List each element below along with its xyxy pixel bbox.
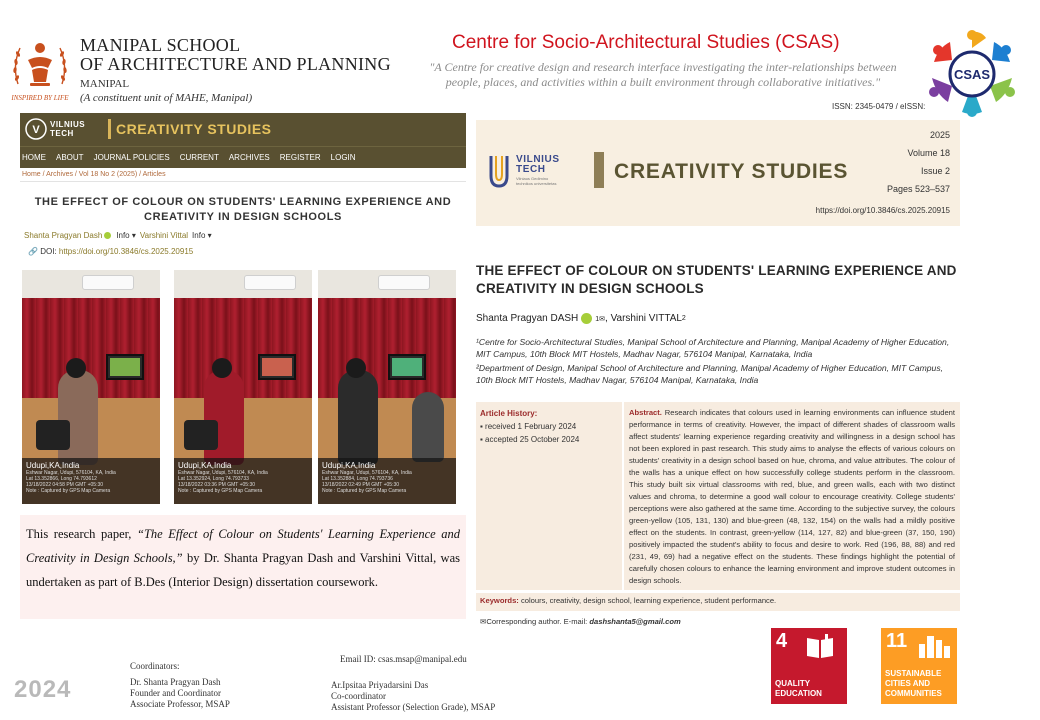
sdg-label: QUALITY EDUCATION xyxy=(775,679,822,698)
sdg-number: 11 xyxy=(886,630,908,652)
history-accepted: ▪ accepted 25 October 2024 xyxy=(480,435,580,444)
experiment-photo xyxy=(174,270,312,504)
monitor xyxy=(258,354,296,380)
corresponding-email[interactable]: dashshanta5@gmail.com xyxy=(589,617,681,626)
centre-title: Centre for Socio-Architectural Studies (CSAS) xyxy=(452,32,840,53)
publisher-name xyxy=(50,120,85,138)
gps-caption xyxy=(22,458,160,504)
vr-headset xyxy=(212,358,232,378)
nav-about[interactable]: ABOUT xyxy=(56,153,84,162)
article-history xyxy=(476,402,622,590)
nav-current[interactable]: CURRENT xyxy=(179,153,219,162)
doi-label: DOI: xyxy=(40,247,57,256)
monitor-screen xyxy=(392,358,422,376)
sdg-label: SUSTAINABLE CITIES AND COMMUNITIES xyxy=(885,669,942,698)
doi-link[interactable]: https://doi.org/10.3846/cs.2025.20915 xyxy=(58,247,194,256)
author-info-toggle[interactable]: Info ▾ xyxy=(192,231,212,240)
photo-location: Udupi,KA,India xyxy=(178,461,232,470)
vr-headset xyxy=(66,358,86,378)
project-description xyxy=(20,515,466,619)
breadcrumb[interactable]: Home / Archives / Vol 18 No 2 (2025) / Articles xyxy=(22,171,166,178)
affiliation: ¹Centre for Socio-Architectural Studies, Manipal School of Architecture and Planning, Manipal Academy of Higher Education, MIT Campus, 10th Block MIT Hostels, Madhav Nagar, 576104 Manipal, Karnataka, India xyxy=(476,337,950,359)
vr-headset xyxy=(346,358,366,378)
photo-location: Udupi,KA,India xyxy=(322,461,376,470)
contact-email[interactable]: Email ID: csas.msap@manipal.edu xyxy=(340,654,467,664)
chair xyxy=(36,420,70,450)
experiment-photo xyxy=(318,270,456,504)
coordinator-name: Ar.Ipsitaa Priyadarsini Das xyxy=(331,680,429,690)
msap-logo xyxy=(8,34,72,102)
nav-login[interactable]: LOGIN xyxy=(330,153,356,162)
paper-title: THE EFFECT OF COLOUR ON STUDENTS' LEARNING EXPERIENCE AND CREATIVITY IN DESIGN SCHOOLS xyxy=(476,263,957,296)
keywords xyxy=(476,593,960,611)
paper-pages: Pages 523–537 xyxy=(886,184,950,194)
photo-address: Eshwar Nagar, Udupi, 576104, KA, India xyxy=(178,470,268,476)
paper-author: Shanta Pragyan DASH xyxy=(476,313,579,324)
nav-archives[interactable]: ARCHIVES xyxy=(228,153,270,162)
coordinator-role: Co-coordinator xyxy=(331,691,386,701)
svg-text:V: V xyxy=(32,124,40,136)
city-buildings-icon xyxy=(917,632,951,658)
abstract-text: Research indicates that colours used in learning environments can influence student performance in terms of creativity. However, the impact of different shades of classroom walls affect students' learning experience regarding creativity and willingness in a design school has not been explored in past research. This study aims to analyse the effects of various colours on students' creativity in a design school based on hue, chroma, and value attributes. The colour of the walls has a unique effect on how successfully college students perform in the classroom. This study built six virtual classrooms with red, blue, and green walls, each with two distinct values and chroma, to determine a good wall colour to encourage creativity. College students' perceptions were also gathered at the same time. According to the subjective survey, the colours green-yellow (105, 131, 130) and blue-green (48, 132, 154) on the walls had a mildly positive effect on the students. In contrast, green-yellow (114, 127, 82) and blue-green (37, 150, 190) positively impacted the student's ability to focus and desire to work. Red (196, 88, 88) and red (231, 49, 69) had a negative effect on the students. These findings highlight the potential of carefully chosen colours to enhance the learning environment and improve student outcomes in design schools. xyxy=(629,408,955,585)
author-list xyxy=(24,231,216,240)
coordinator-1 xyxy=(130,677,230,710)
monitor-screen xyxy=(262,358,292,376)
article-title: THE EFFECT OF COLOUR ON STUDENTS' LEARNING EXPERIENCE AND CREATIVITY IN DESIGN SCHOOLS xyxy=(34,196,452,223)
coordinators-label: Coordinators: xyxy=(130,661,180,671)
doi-row xyxy=(28,247,193,256)
website-nav xyxy=(20,146,466,168)
year-label: 2024 xyxy=(14,676,72,703)
monitor xyxy=(388,354,426,380)
author-superscript: 1✉ xyxy=(595,315,606,323)
photo-note: Note : Captured by GPS Map Camera xyxy=(178,488,263,494)
photo-time: 13/18/2022 03:36 PM GMT +05:30 xyxy=(178,482,256,488)
history-received: ▪ received 1 February 2024 xyxy=(480,422,577,431)
nav-register[interactable]: REGISTER xyxy=(279,153,321,162)
paper-issue: Issue 2 xyxy=(920,166,950,176)
air-conditioner xyxy=(378,275,430,290)
author-link[interactable]: Varshini Vittal xyxy=(139,231,189,240)
keywords-text: colours, creativity, design school, learning experience, student performance. xyxy=(518,596,777,605)
school-name-line2: OF ARCHITECTURE AND PLANNING xyxy=(80,54,391,74)
school-name-line1: MANIPAL SCHOOL xyxy=(80,35,241,55)
air-conditioner xyxy=(244,275,296,290)
publisher-line2: TECH xyxy=(516,164,546,175)
coordinator-role: Founder and Coordinator xyxy=(130,688,221,698)
photo-address: Eshwar Nagar, Udupi, 576104, KA, India xyxy=(26,470,116,476)
orcid-icon[interactable] xyxy=(104,232,111,239)
journal-title: CREATIVITY STUDIES xyxy=(116,121,272,137)
coordinator-name: Dr. Shanta Pragyan Dash xyxy=(130,677,221,687)
orcid-icon[interactable] xyxy=(581,313,592,324)
student xyxy=(58,370,98,465)
issn: ISSN: 2345-0479 / eISSN: xyxy=(832,102,926,111)
journal-title: CREATIVITY STUDIES xyxy=(614,160,849,183)
photo-time: 13/18/2022 02:49 PM GMT +05:30 xyxy=(322,482,400,488)
journal-bar xyxy=(108,119,111,139)
photo-note: Note : Captured by GPS Map Camera xyxy=(26,488,111,494)
photo-coordinates: Lat 13.352924, Long 74.793733 xyxy=(178,476,249,482)
website-header xyxy=(20,113,466,146)
coordinator-2 xyxy=(331,680,495,713)
school-name xyxy=(80,36,420,74)
publisher-name xyxy=(516,155,560,175)
chair xyxy=(184,420,218,450)
journal-bar xyxy=(594,152,604,188)
photo-address: Eshwar Nagar, Udupi, 576104, KA, India xyxy=(322,470,412,476)
sdg-11-sustainable-cities-badge xyxy=(881,628,957,704)
book-icon xyxy=(805,634,835,660)
student xyxy=(204,370,244,465)
msap-logo-tagline: INSPIRED BY LIFE xyxy=(11,94,69,102)
publisher-subtitle: Vilniaus Gedimino technikos universitetas xyxy=(516,176,557,186)
link-icon: 🔗 xyxy=(28,247,38,256)
paper-doi[interactable]: https://doi.org/10.3846/cs.2025.20915 xyxy=(815,206,950,215)
photo-location: Udupi,KA,India xyxy=(26,461,80,470)
abstract xyxy=(624,402,960,590)
school-city: MANIPAL xyxy=(80,78,130,90)
publisher-line1: VILNIUS xyxy=(50,120,86,129)
coordinator-title: Assistant Professor (Selection Grade), MSAP xyxy=(331,702,496,712)
air-conditioner xyxy=(82,275,134,290)
experiment-photo xyxy=(22,270,160,504)
author-superscript: 2 xyxy=(681,315,686,322)
centre-tagline: "A Centre for creative design and research interface investigating the inter-relationships between people, places, and activities within a built environment through collaborative initiatives." xyxy=(429,60,897,89)
divider xyxy=(20,181,466,182)
paper-authors xyxy=(476,313,686,324)
nav-home[interactable]: HOME xyxy=(22,153,46,162)
photo-coordinates: Lat 13.352866, Long 74.793612 xyxy=(26,476,97,482)
observer xyxy=(412,392,444,462)
corresponding-author xyxy=(480,617,681,626)
description-rest: by Dr. Shanta Pragyan Dash and Varshini Vittal, was undertaken as part of B.Des (Interior Design) dissertation coursework. xyxy=(26,551,461,589)
keywords-heading: Keywords: xyxy=(480,596,519,605)
history-heading: Article History: xyxy=(480,409,538,418)
monitor-screen xyxy=(110,358,140,376)
sdg-number: 4 xyxy=(776,630,788,652)
photo-coordinates: Lat 13.352884, Long 74.793736 xyxy=(322,476,393,482)
description-lead: This research paper, xyxy=(26,527,137,541)
photo-note: Note : Captured by GPS Map Camera xyxy=(322,488,407,494)
coordinator-title: Associate Professor, MSAP xyxy=(130,699,230,709)
monitor xyxy=(106,354,144,380)
corresponding-label: ✉Corresponding author. E-mail: xyxy=(480,617,590,626)
journal-website-screenshot xyxy=(20,113,466,509)
paper-volume: Volume 18 xyxy=(907,148,950,158)
paper-year: 2025 xyxy=(929,130,950,140)
publisher-line2: TECH xyxy=(50,129,74,138)
vilnius-tech-icon xyxy=(488,154,510,188)
publisher-line1: VILNIUS xyxy=(516,154,560,165)
csas-logo-text: CSAS xyxy=(953,67,991,82)
author-link[interactable]: Shanta Pragyan Dash xyxy=(24,231,103,240)
affiliation: ²Department of Design, Manipal School of Architecture and Planning, Manipal Academy of Higher Education, MIT Campus, 10th Block MIT Hostels, Madhav Nagar, 576104 Manipal, Karnataka, India xyxy=(476,363,943,385)
sdg-4-quality-education-badge xyxy=(771,628,847,704)
abstract-heading: Abstract. xyxy=(629,408,662,417)
student xyxy=(338,370,378,465)
nav-journal-policies[interactable]: JOURNAL POLICIES xyxy=(93,153,170,162)
vilnius-tech-icon xyxy=(25,118,47,140)
gps-caption xyxy=(318,458,456,504)
paper-header xyxy=(476,120,960,226)
photo-time: 13/18/2022 04:58 PM GMT +05:30 xyxy=(26,482,104,488)
csas-logo xyxy=(924,28,1020,118)
author-info-toggle[interactable]: Info ▾ xyxy=(116,231,136,240)
gps-caption xyxy=(174,458,312,504)
school-unit: (A constituent unit of MAHE, Manipal) xyxy=(80,92,253,104)
paper-author: , Varshini VITTAL xyxy=(605,313,682,324)
description-paper-title: “The Effect of Colour on Students' Learning Experience and Creativity in Design Schools,” xyxy=(26,527,460,565)
